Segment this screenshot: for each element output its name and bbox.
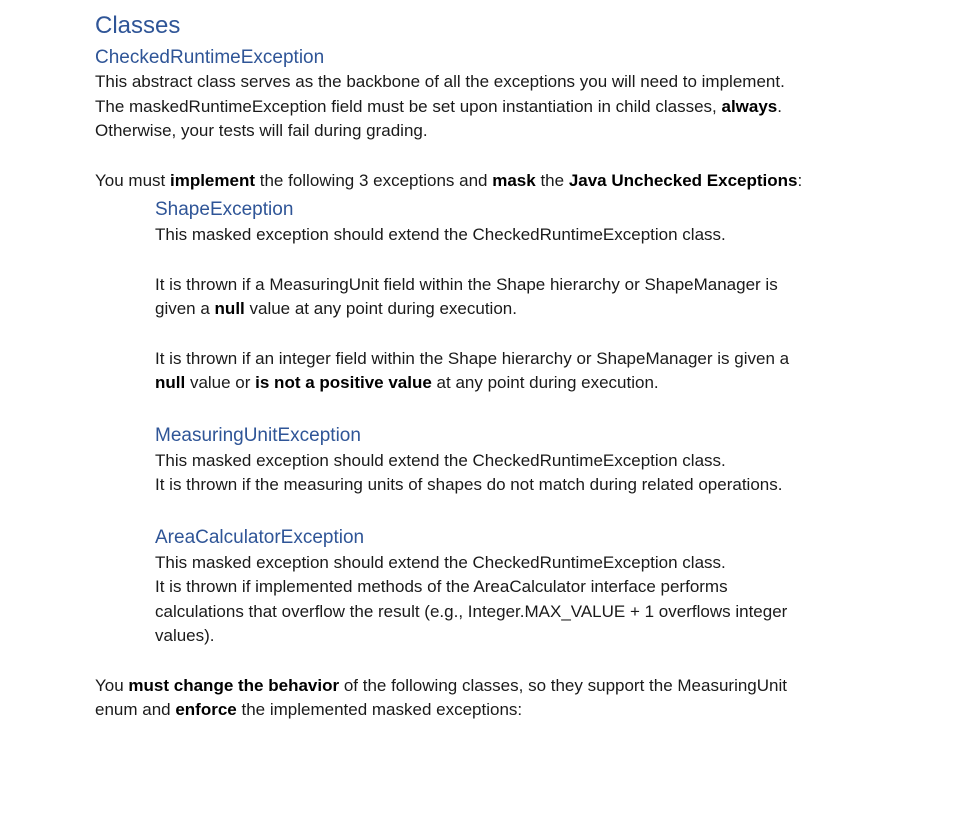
text-span: given a xyxy=(155,299,215,318)
text-span: the following 3 exceptions and xyxy=(255,170,493,190)
paragraph-line: This masked exception should extend the CheckedRuntimeException class. xyxy=(155,450,726,470)
paragraph-line: This masked exception should extend the CheckedRuntimeException class. xyxy=(155,225,726,244)
paragraph-line: It is thrown if implemented methods of the AreaCalculator interface performs xyxy=(155,577,728,596)
must-implement-line xyxy=(95,169,895,194)
text-span: the xyxy=(535,170,569,190)
bold-text: Java Unchecked Exceptions xyxy=(568,170,798,190)
bold-text: is not a positive value xyxy=(255,373,432,392)
shape-exception-heading: ShapeException xyxy=(155,199,294,220)
spacer xyxy=(95,649,895,674)
bold-text: mask xyxy=(492,170,536,190)
paragraph-line xyxy=(155,297,895,322)
text-span: enum and xyxy=(95,700,176,719)
paragraph-line: This abstract class serves as the backbone of all the exceptions you will need to implement. xyxy=(95,72,785,91)
measuring-unit-exception-block xyxy=(155,423,895,498)
area-calculator-exception-block xyxy=(155,525,895,649)
area-calculator-exception-heading: AreaCalculatorException xyxy=(155,526,365,548)
paragraph-line xyxy=(95,95,895,120)
must-change-line xyxy=(95,674,895,699)
paragraph-line: calculations that overflow the result (e.g., Integer.MAX_VALUE + 1 overflows integer xyxy=(155,601,788,621)
paragraph-line: It is thrown if a MeasuringUnit field within the Shape hierarchy or ShapeManager is xyxy=(155,274,778,294)
bold-text: null xyxy=(214,299,245,318)
text-span: of the following classes, so they support the MeasuringUnit xyxy=(339,675,787,695)
paragraph-line: This masked exception should extend the CheckedRuntimeException class. xyxy=(155,552,726,572)
text-span: the implemented masked exceptions: xyxy=(236,700,523,719)
must-change-line-2 xyxy=(95,698,895,723)
bold-text: null xyxy=(155,373,186,392)
paragraph-line: Otherwise, your tests will fail during grading. xyxy=(95,121,428,140)
text-span: The maskedRuntimeException field must be set upon instantiation in child classes, xyxy=(95,96,722,116)
spacer xyxy=(155,322,895,347)
bold-text: enforce xyxy=(175,700,237,719)
section-title: Classes xyxy=(95,12,181,39)
checked-runtime-body xyxy=(95,70,895,144)
bold-text: must change the behavior xyxy=(128,675,340,695)
text-span: You xyxy=(95,675,129,695)
text-span: value or xyxy=(185,373,256,392)
text-span: at any point during execution. xyxy=(431,373,659,392)
bold-text: always xyxy=(721,96,778,116)
measuring-unit-exception-heading: MeasuringUnitException xyxy=(155,424,361,446)
paragraph-line xyxy=(155,371,895,396)
text-span: : xyxy=(797,170,803,190)
spacer xyxy=(95,144,895,169)
spacer xyxy=(155,248,895,273)
shape-exception-block xyxy=(155,197,895,396)
paragraph-line: values). xyxy=(155,626,215,645)
bold-text: implement xyxy=(169,170,256,190)
text-span: . xyxy=(777,96,782,116)
paragraph-line: It is thrown if an integer field within the Shape hierarchy or ShapeManager is given a xyxy=(155,348,790,368)
checked-runtime-heading: CheckedRuntimeException xyxy=(95,47,325,68)
document-page xyxy=(95,10,895,723)
text-span: You must xyxy=(95,170,170,190)
text-span: value at any point during execution. xyxy=(244,299,517,318)
paragraph-line: It is thrown if the measuring units of shapes do not match during related operations. xyxy=(155,475,783,494)
